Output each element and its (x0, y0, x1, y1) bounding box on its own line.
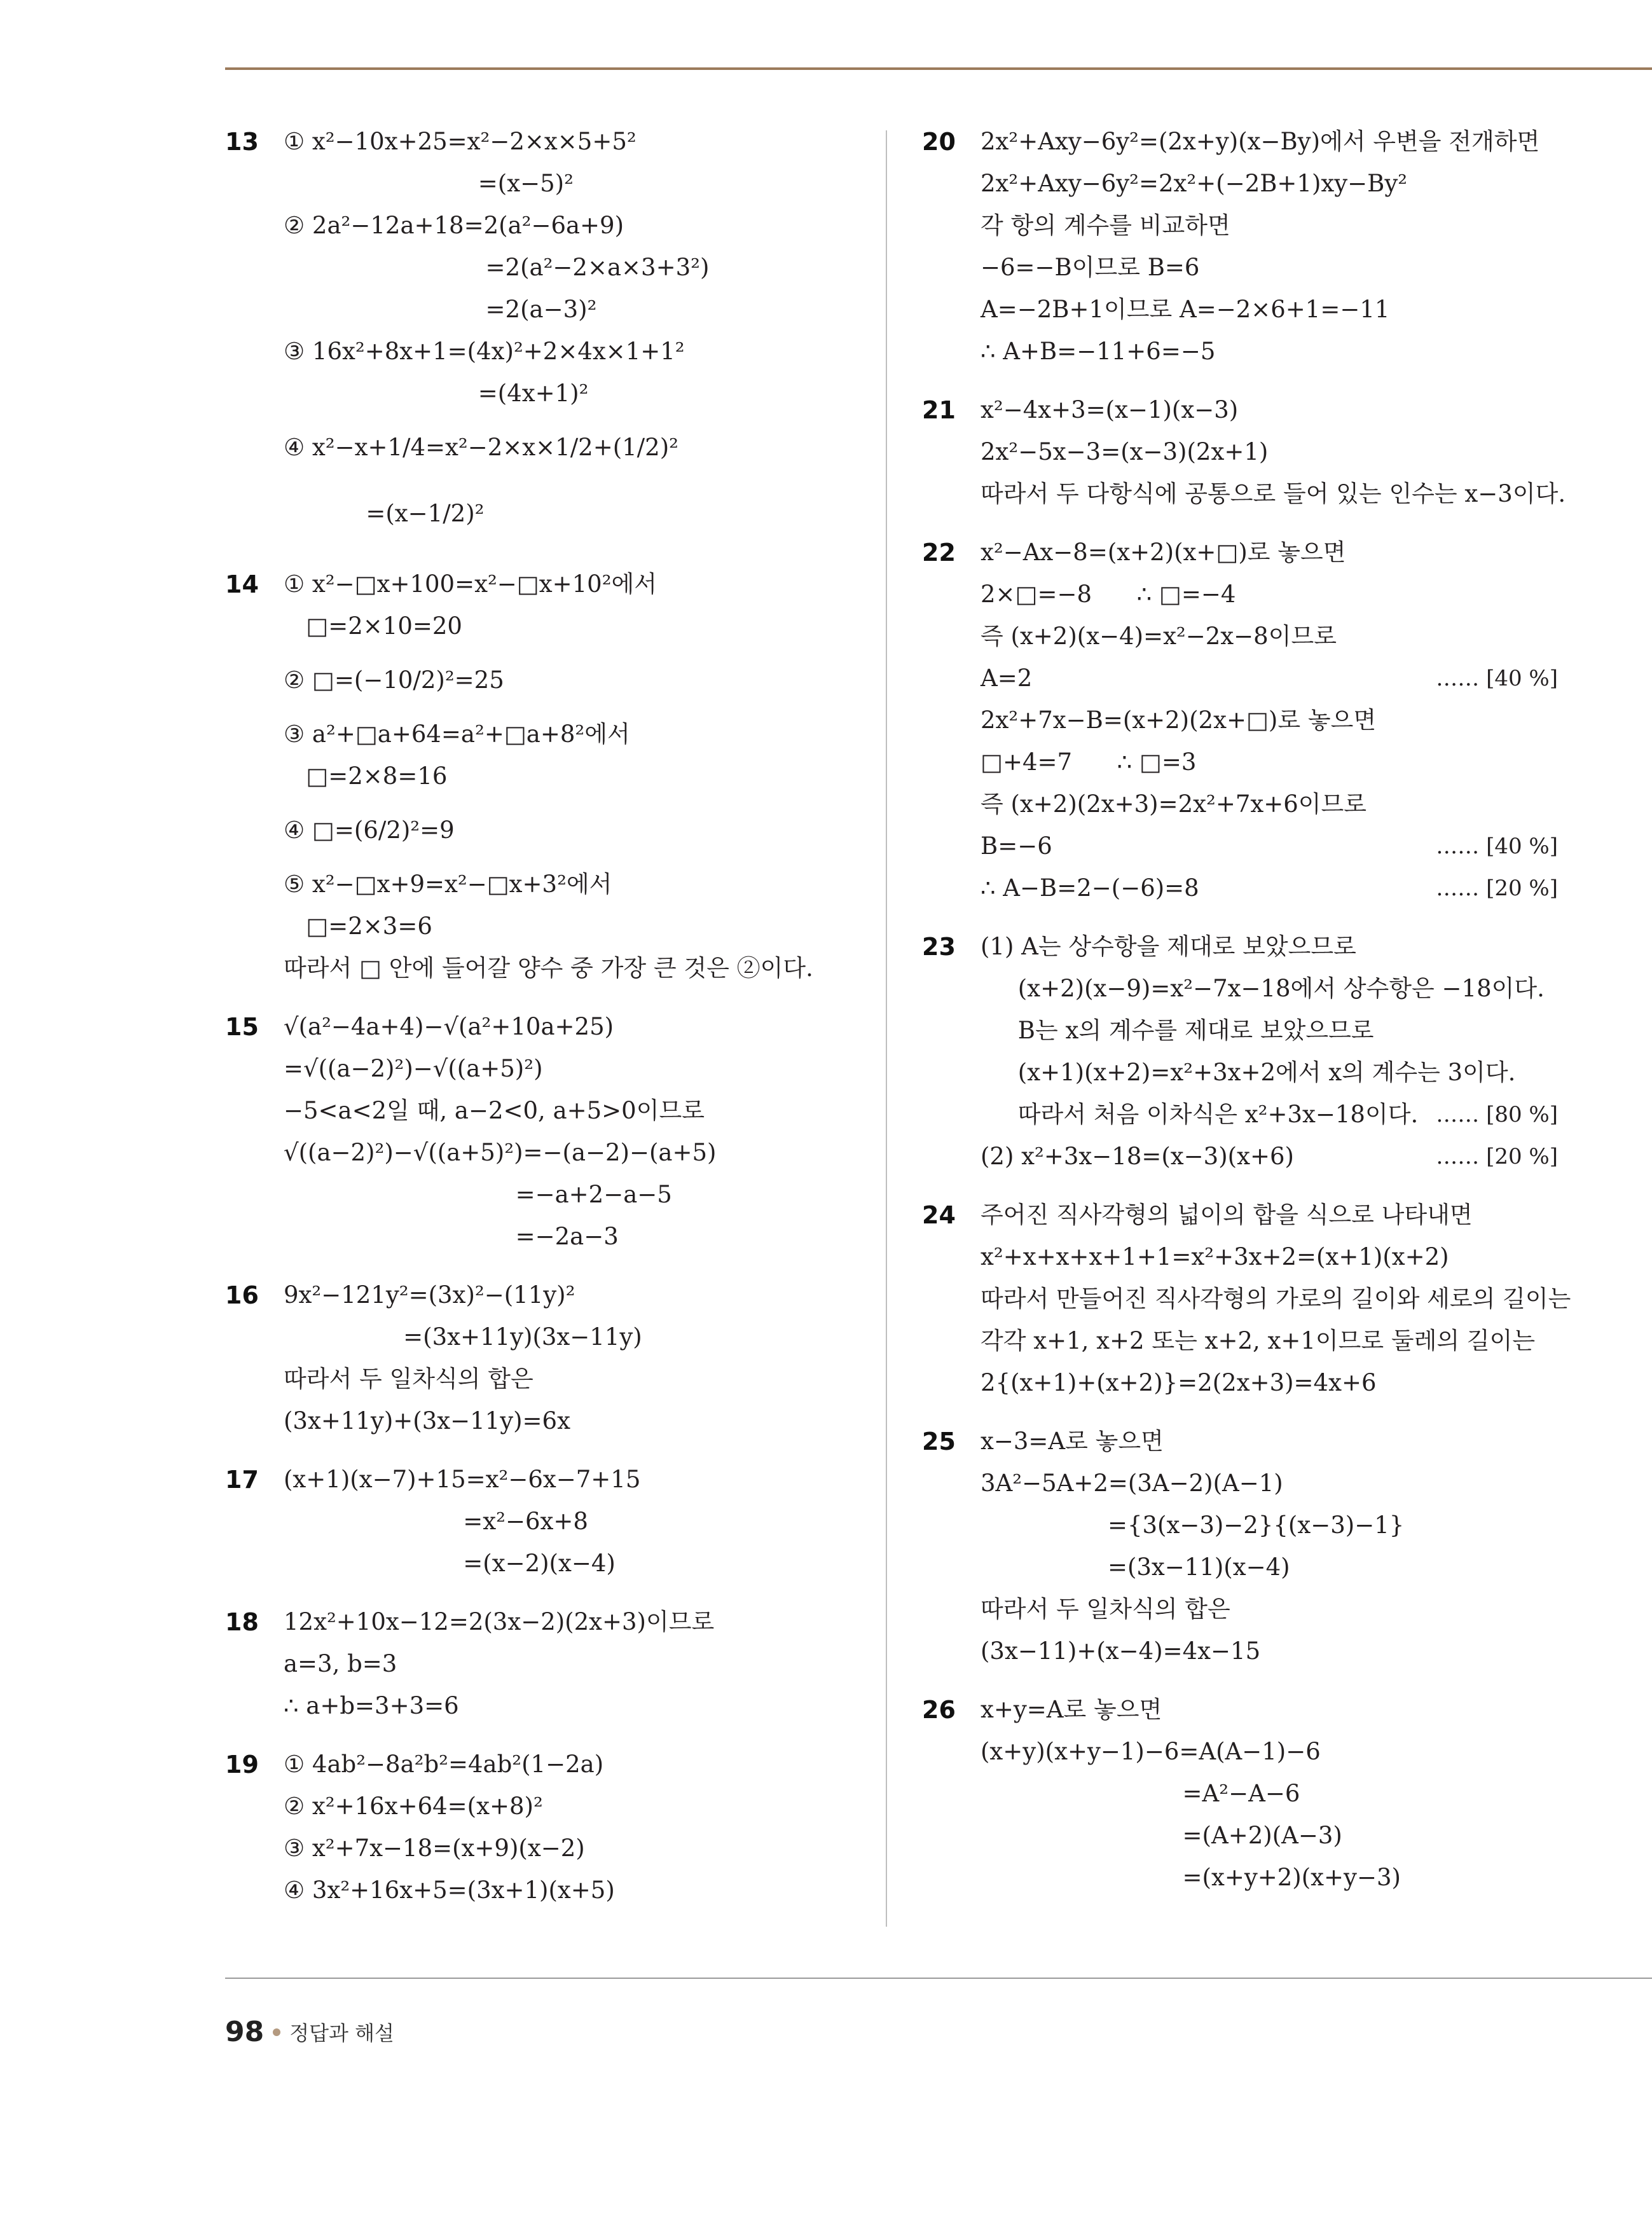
page-number: 98 (225, 2016, 265, 2048)
solution-lines (981, 1194, 1571, 1404)
footer-dot-icon (273, 2028, 280, 2036)
solution-line: ④ □=(6/2)²=9 (284, 816, 455, 844)
score-percent: …… [20 %] (1436, 1144, 1558, 1169)
solution-lines (981, 121, 1558, 373)
solution-line: =(3x+11y)(3x−11y) (284, 1323, 642, 1351)
solution-line: =x²−6x+8 (284, 1508, 588, 1535)
solution-lines (981, 926, 1558, 1178)
page-footer (225, 2016, 394, 2048)
problem-13 (225, 121, 867, 547)
solution-line: □+4=7 ∴ □=3 (981, 748, 1197, 776)
solution-lines (284, 563, 867, 989)
solution-line: √((a−2)²)−√((a+5)²)=−(a−2)−(a+5) (284, 1139, 717, 1166)
problem-19 (225, 1744, 867, 1911)
solution-line: =(4x+1)² (284, 380, 589, 407)
score-percent: …… [40 %] (1436, 834, 1558, 859)
problem-15 (225, 1006, 867, 1258)
solution-line: A=−2B+1이므로 A=−2×6+1=−11 (981, 296, 1390, 323)
problem-25 (922, 1421, 1558, 1672)
solution-lines (284, 1006, 867, 1258)
solution-line: x²+x+x+x+1+1=x²+3x+2=(x+1)(x+2) (981, 1243, 1449, 1270)
solution-line: ① x²−10x+25=x²−2×x×5+5² (284, 128, 637, 155)
solution-line: ④ x²−x+1/4=x²−2×x×1/2+(1/2)² (284, 434, 678, 461)
problem-17 (225, 1459, 867, 1585)
solution-line: (1) A는 상수항을 제대로 보았으므로 (981, 933, 1356, 960)
solution-line: =2(a−3)² (284, 296, 597, 323)
solution-line: =(A+2)(A−3) (981, 1822, 1342, 1849)
solution-line: 2x²−5x−3=(x−3)(2x+1) (981, 438, 1269, 465)
solution-line: ① 4ab²−8a²b²=4ab²(1−2a) (284, 1751, 604, 1778)
solution-line: =−a+2−a−5 (284, 1181, 672, 1208)
solution-line: −5<a<2일 때, a−2<0, a+5>0이므로 (284, 1097, 705, 1124)
solution-line: ② □=(−10/2)²=25 (284, 666, 504, 694)
solution-lines (284, 1459, 867, 1585)
problem-16 (225, 1274, 867, 1442)
solution-line: 3A²−5A+2=(3A−2)(A−1) (981, 1469, 1283, 1497)
solution-line: ③ x²+7x−18=(x+9)(x−2) (284, 1834, 585, 1862)
solution-line: =(3x−11)(x−4) (981, 1553, 1290, 1581)
solution-lines (284, 1744, 867, 1911)
solution-line: =(x−1/2)² (284, 500, 485, 527)
solution-line: ① x²−□x+100=x²−□x+10²에서 (284, 570, 657, 598)
problem-number: 16 (225, 1281, 259, 1309)
column-divider (886, 130, 887, 1927)
problem-number: 13 (225, 128, 259, 156)
solution-line: 즉 (x+2)(x−4)=x²−2x−8이므로 (981, 623, 1337, 650)
solution-line: ② x²+16x+64=(x+8)² (284, 1793, 543, 1820)
problem-number: 23 (922, 933, 956, 961)
problem-24 (922, 1194, 1571, 1404)
solution-line: 따라서 두 일차식의 합은 (981, 1595, 1230, 1623)
solution-line: 따라서 처음 이차식은 x²+3x−18이다. …… [80 %] (981, 1094, 1558, 1136)
solution-line: 2x²+Axy−6y²=(2x+y)(x−By)에서 우변을 전개하면 (981, 128, 1540, 155)
problem-20 (922, 121, 1558, 373)
problem-26 (922, 1689, 1558, 1899)
problem-number: 20 (922, 128, 956, 156)
solution-line: x²−Ax−8=(x+2)(x+□)로 놓으면 (981, 539, 1346, 566)
solution-line: B는 x의 계수를 제대로 보았으므로 (981, 1017, 1374, 1044)
solution-line: 각 항의 계수를 비교하면 (981, 212, 1230, 239)
solution-line: 따라서 만들어진 직사각형의 가로의 길이와 세로의 길이는 (981, 1285, 1571, 1312)
right-column (922, 121, 1571, 1915)
solution-lines (981, 1421, 1558, 1672)
solution-lines (981, 532, 1558, 909)
solution-lines (284, 121, 867, 547)
left-column (225, 121, 867, 1928)
solution-line: (x+2)(x−9)=x²−7x−18에서 상수항은 −18이다. (981, 975, 1545, 1002)
solution-line: (2) x²+3x−18=(x−3)(x+6) …… [20 %] (981, 1136, 1558, 1178)
problem-number: 14 (225, 570, 259, 598)
score-percent: …… [40 %] (1436, 666, 1558, 691)
problem-18 (225, 1601, 867, 1727)
solution-line: ③ 16x²+8x+1=(4x)²+2×4x×1+1² (284, 338, 685, 365)
solution-lines (284, 1601, 867, 1727)
problem-23 (922, 926, 1558, 1178)
solution-line: =(x−5)² (284, 170, 574, 197)
problem-number: 24 (922, 1201, 956, 1229)
solution-line: −6=−B이므로 B=6 (981, 254, 1200, 281)
solution-line: √(a²−4a+4)−√(a²+10a+25) (284, 1013, 614, 1040)
solution-line: ② 2a²−12a+18=2(a²−6a+9) (284, 212, 624, 239)
solution-line: =(x−2)(x−4) (284, 1550, 616, 1577)
solution-line: (x+1)(x−7)+15=x²−6x−7+15 (284, 1466, 641, 1493)
solution-line: x²−4x+3=(x−1)(x−3) (981, 396, 1239, 423)
solution-line: 2×□=−8 ∴ □=−4 (981, 581, 1236, 608)
solution-line: ={3(x−3)−2}{(x−3)−1} (981, 1511, 1405, 1539)
solution-line: ∴ A+B=−11+6=−5 (981, 338, 1216, 365)
solution-line: 12x²+10x−12=2(3x−2)(2x+3)이므로 (284, 1608, 715, 1635)
solution-line: ⑤ x²−□x+9=x²−□x+3²에서 (284, 871, 612, 898)
solution-line: 2{(x+1)+(x+2)}=2(2x+3)=4x+6 (981, 1369, 1377, 1396)
solution-line: =−2a−3 (284, 1223, 619, 1250)
solution-line: □=2×10=20 (284, 612, 462, 640)
problem-number: 26 (922, 1696, 956, 1724)
solution-line: (3x+11y)+(3x−11y)=6x (284, 1407, 570, 1435)
solution-line: 따라서 □ 안에 들어갈 양수 중 가장 큰 것은 ②이다. (284, 954, 813, 982)
problem-number: 17 (225, 1466, 259, 1494)
solution-line: B=−6 …… [40 %] (981, 825, 1558, 867)
problem-22 (922, 532, 1558, 909)
solution-line: =(x+y+2)(x+y−3) (981, 1864, 1401, 1891)
solution-lines (981, 1689, 1558, 1899)
footer-title: 정답과 해설 (289, 2021, 394, 2046)
solution-line: (x+1)(x+2)=x²+3x+2에서 x의 계수는 3이다. (981, 1059, 1516, 1086)
solution-line: A=2 …… [40 %] (981, 657, 1558, 699)
problem-21 (922, 389, 1566, 515)
solution-line: ④ 3x²+16x+5=(3x+1)(x+5) (284, 1876, 615, 1904)
solution-line: =2(a²−2×a×3+3²) (284, 254, 710, 281)
solution-line: 각각 x+1, x+2 또는 x+2, x+1이므로 둘레의 길이는 (981, 1327, 1536, 1354)
solution-lines (284, 1274, 867, 1442)
solution-line: 따라서 두 다항식에 공통으로 들어 있는 인수는 x−3이다. (981, 480, 1566, 507)
solution-line: x+y=A로 놓으면 (981, 1696, 1162, 1723)
solution-line: x−3=A로 놓으면 (981, 1428, 1164, 1455)
problem-number: 19 (225, 1751, 259, 1779)
solution-line: ③ a²+□a+64=a²+□a+8²에서 (284, 720, 630, 748)
solution-line: □=2×8=16 (284, 762, 448, 790)
solution-line: a=3, b=3 (284, 1650, 397, 1677)
solution-line: (x+y)(x+y−1)−6=A(A−1)−6 (981, 1738, 1321, 1765)
problem-number: 25 (922, 1428, 956, 1456)
solution-line: 9x²−121y²=(3x)²−(11y)² (284, 1281, 575, 1309)
solution-line: (3x−11)+(x−4)=4x−15 (981, 1637, 1261, 1665)
solution-line: 따라서 두 일차식의 합은 (284, 1365, 533, 1393)
problem-14 (225, 563, 867, 989)
score-percent: …… [80 %] (1436, 1102, 1558, 1127)
solution-line: ∴ a+b=3+3=6 (284, 1692, 459, 1719)
solution-lines (981, 389, 1566, 515)
problem-number: 22 (922, 539, 956, 567)
top-rule (225, 67, 1652, 70)
solution-line: □=2×3=6 (284, 912, 432, 940)
problem-number: 18 (225, 1608, 259, 1636)
solution-line: 2x²+Axy−6y²=2x²+(−2B+1)xy−By² (981, 170, 1408, 197)
problem-number: 15 (225, 1013, 259, 1041)
bottom-rule (225, 1978, 1652, 1979)
solution-line: 주어진 직사각형의 넓이의 합을 식으로 나타내면 (981, 1201, 1473, 1229)
solution-line: 2x²+7x−B=(x+2)(2x+□)로 놓으면 (981, 706, 1377, 734)
solution-line: ∴ A−B=2−(−6)=8 …… [20 %] (981, 867, 1558, 909)
solution-line: =A²−A−6 (981, 1780, 1300, 1807)
solution-line: 즉 (x+2)(2x+3)=2x²+7x+6이므로 (981, 790, 1367, 818)
solution-line: =√((a−2)²)−√((a+5)²) (284, 1055, 543, 1082)
score-percent: …… [20 %] (1436, 876, 1558, 901)
problem-number: 21 (922, 396, 956, 424)
